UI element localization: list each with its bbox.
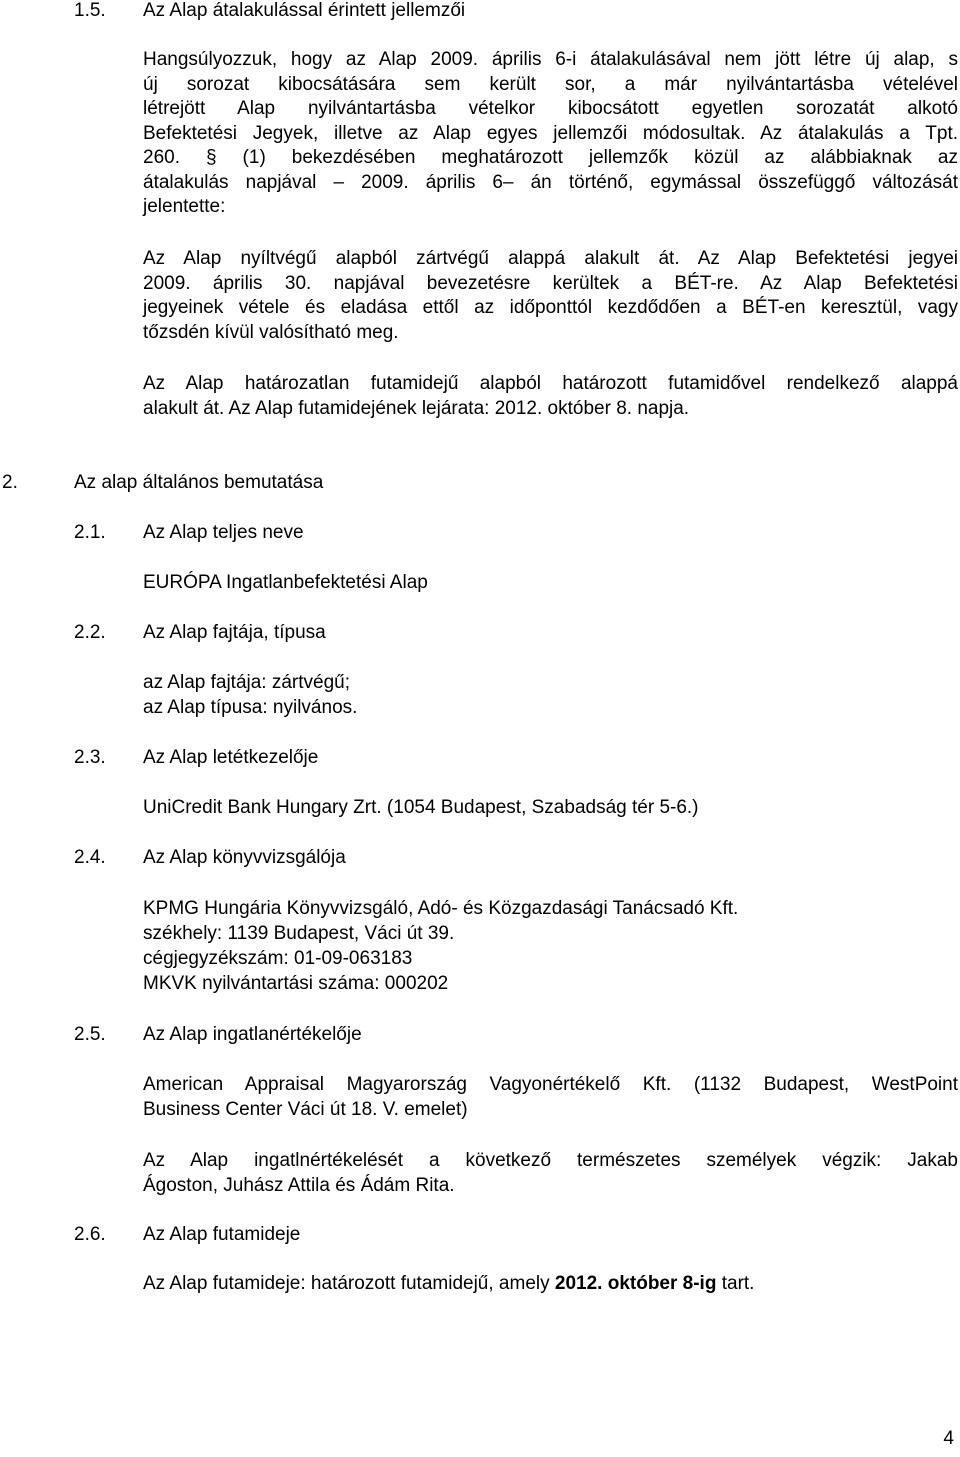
section-2-6-title: Az Alap futamideje [143,1224,301,1245]
fund-kind: az Alap fajtája: zártvégű; [143,672,351,693]
fund-term-date: 2012. október 8-ig [554,1273,717,1294]
section-2-4-number: 2.4. [74,847,106,868]
auditor-registration: cégjegyzékszám: 01-09-063183 [143,948,413,969]
section-2-2-title: Az Alap fajtája, típusa [143,622,326,643]
paragraph-line: Hangsúlyozzuk, hogy az Alap 2009. április 6-i átalakulásával nem jött létre új alap, s [143,49,958,70]
paragraph-line: alakult át. Az Alap futamidejének lejárata: 2012. október 8. napja. [143,398,690,419]
auditor-address: székhely: 1139 Budapest, Váci út 39. [143,923,455,944]
appraiser-line: Business Center Váci út 18. V. emelet) [143,1099,468,1120]
section-2-1-title: Az Alap teljes neve [143,522,304,543]
fund-term-suffix: tart. [716,1273,755,1294]
auditor-mkvk-number: MKVK nyilvántartási száma: 000202 [143,973,449,994]
paragraph-line: létrejött Alap nyilvántartásba vételkor kibocsátott egyetlen sorozatát alkotó [143,98,958,119]
section-2-title: Az alap általános bemutatása [74,472,324,493]
appraiser-persons-line: Ágoston, Juhász Attila és Ádám Rita. [143,1175,455,1196]
page-number: 4 [943,1428,954,1449]
section-2-5-title: Az Alap ingatlanértékelője [143,1024,362,1045]
paragraph-line: tőzsdén kívül valósítható meg. [143,322,399,343]
paragraph-line: 2009. április 30. napjával bevezetésre kerültek a BÉT-re. Az Alap Befektetési [143,273,958,294]
paragraph-line: jelentette: [143,196,226,217]
section-2-6-number: 2.6. [74,1224,106,1245]
fund-type: az Alap típusa: nyilvános. [143,697,358,718]
section-2-number: 2. [2,472,18,493]
section-2-2-number: 2.2. [74,622,106,643]
paragraph-line: 260. § (1) bekezdésében meghatározott jellemzők közül az alábbiaknak az [143,147,958,168]
paragraph-line: Az Alap határozatlan futamidejű alapból határozott futamidővel rendelkező alappá [143,373,958,394]
paragraph-line: új sorozat kibocsátására sem került sor, a már nyilvántartásba vételével [143,74,958,95]
fund-term-prefix: Az Alap futamideje: határozott futamidejű, amely [143,1273,555,1294]
paragraph-line: Befektetési Jegyek, illetve az Alap egyes jellemzői módosultak. Az átalakulás a Tpt. [143,123,958,144]
paragraph-line: átalakulás napjával – 2009. április 6– án történő, egymással összefüggő változását [143,172,958,193]
custodian: UniCredit Bank Hungary Zrt. (1054 Budapest, Szabadság tér 5-6.) [143,797,699,818]
paragraph-line: jegyeinek vétele és eladása ettől az időponttól kezdődően a BÉT-en keresztül, vagy [143,297,958,318]
section-2-3-title: Az Alap letétkezelője [143,747,319,768]
fund-term-text [143,1273,754,1295]
appraiser-line: American Appraisal Magyarország Vagyonértékelő Kft. (1132 Budapest, WestPoint [143,1074,958,1095]
paragraph-line: Az Alap nyíltvégű alapból zártvégű alappá alakult át. Az Alap Befektetési jegyei [143,248,958,269]
section-2-5-number: 2.5. [74,1024,106,1045]
section-2-3-number: 2.3. [74,747,106,768]
appraiser-persons-line: Az Alap ingatlnértékelését a következő természetes személyek végzik: Jakab [143,1150,958,1171]
section-1-5-title: Az Alap átalakulással érintett jellemzői [143,0,466,21]
fund-full-name: EURÓPA Ingatlanbefektetési Alap [143,572,428,593]
section-1-5-number: 1.5. [74,0,106,21]
auditor-name: KPMG Hungária Könyvvizsgáló, Adó- és Közgazdasági Tanácsadó Kft. [143,898,739,919]
section-2-1-number: 2.1. [74,522,106,543]
section-2-4-title: Az Alap könyvvizsgálója [143,847,346,868]
